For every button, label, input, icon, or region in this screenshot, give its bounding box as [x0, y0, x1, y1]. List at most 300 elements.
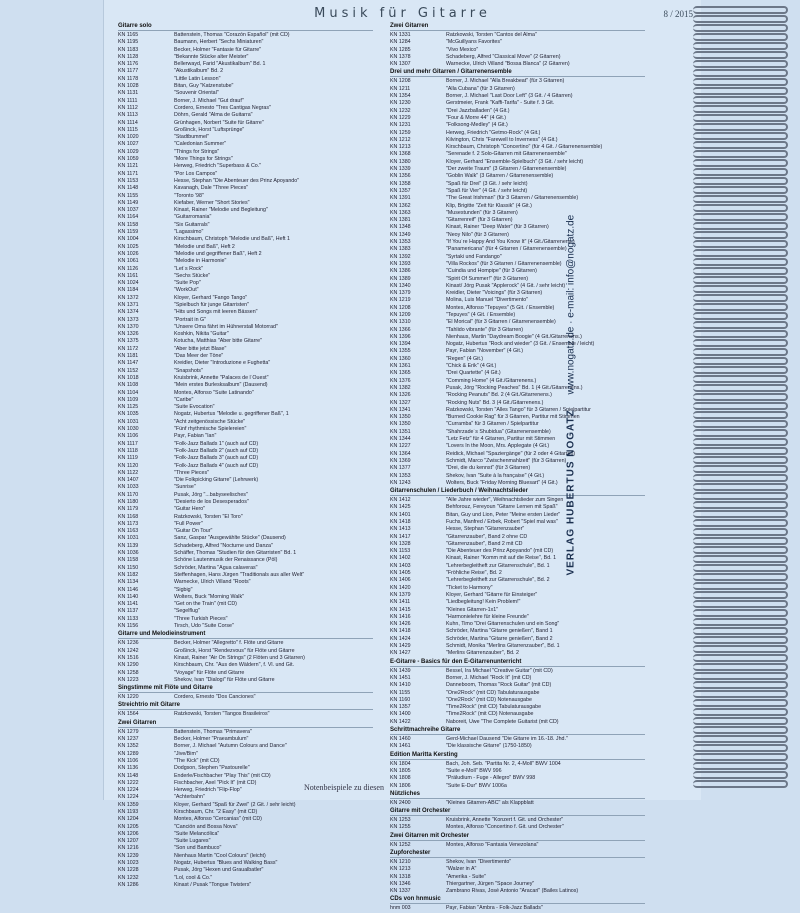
catalog-number: KN 1253 — [390, 817, 411, 824]
catalog-number: KN 1118 — [118, 447, 138, 454]
catalog-number: KN 1383 — [390, 246, 411, 253]
catalog-title: Wolters, Buck "Friday Morning Bluesart" (4 Git.) — [446, 479, 558, 486]
catalog-number: KN 1149 — [118, 199, 139, 206]
spiral-coil — [693, 564, 788, 572]
section-heading: Streichtrio mit Gitarre — [118, 701, 373, 710]
catalog-title: "Neoy Nilo" (für 3 Gitarren) — [446, 231, 509, 238]
catalog-title: "Fröhliche Reise", Bd. 2 — [446, 570, 502, 577]
catalog-title: "Guitar On Tour" — [174, 528, 213, 535]
catalog-entry — [390, 458, 645, 465]
catalog-entry — [118, 411, 373, 418]
catalog-number: KN 1208 — [390, 78, 411, 85]
catalog-title: "Lol, cool & Co." — [174, 874, 213, 881]
catalog-title: "Por Los Campos" — [174, 170, 218, 177]
catalog-number: KN 1286 — [118, 881, 139, 888]
catalog-title: Pusak, Jörg "...babyseelisches" — [174, 491, 248, 498]
catalog-entry — [118, 765, 373, 772]
catalog-title: "Tahlido vibrante" (für 3 Gitarren) — [446, 326, 524, 333]
catalog-number: KN 1128 — [118, 53, 139, 60]
catalog-entry — [118, 838, 373, 845]
catalog-number: KN 1417 — [390, 533, 411, 540]
catalog-number: KN 1403 — [390, 562, 411, 569]
catalog-entry — [118, 579, 373, 586]
catalog-number: KN 1378 — [390, 53, 411, 60]
catalog-number: KN 1178 — [118, 75, 139, 82]
catalog-entry — [118, 54, 373, 61]
catalog-title: "Der zweite Traum" (3 Gitarren / Gitarrenensemble) — [446, 166, 567, 173]
catalog-title: Cordero, Ernesto "Dos Canciones" — [174, 694, 256, 701]
catalog-entry — [390, 224, 645, 231]
catalog-entry — [118, 200, 373, 207]
catalog-entry — [118, 251, 373, 258]
catalog-number: KN 1134 — [118, 579, 139, 586]
catalog-entry — [118, 860, 373, 867]
catalog-number: hnm 003 — [390, 905, 411, 912]
catalog-entry — [118, 655, 373, 662]
catalog-title: Borner, J. Michael "Alla Breakbeat" (für 3 Gitarren) — [446, 78, 565, 85]
catalog-entry — [118, 214, 373, 221]
catalog-title: Nogatz, Hubertus "Blues and Walking Bass" — [174, 860, 278, 867]
spiral-coil — [693, 384, 788, 392]
catalog-entry — [390, 341, 645, 348]
catalog-number: KN 1369 — [390, 457, 411, 464]
catalog-title: "Gitarrenzauber", Band 2 mit CD — [446, 540, 523, 547]
catalog-title: "Regen" (4 Git.) — [446, 355, 484, 362]
catalog-number: KN 1153 — [118, 177, 139, 184]
catalog-number: KN 1182 — [118, 571, 139, 578]
catalog-title: "Achterbahn" — [174, 794, 205, 801]
catalog-title: "El Morical" (für 3 Gitarren / Gitarrenensemble) — [446, 319, 556, 326]
catalog-title: "Folk-Jazz Ballads 2" (auch auf CD) — [174, 447, 259, 454]
catalog-number: KN 1360 — [390, 355, 411, 362]
catalog-title: Kruisbrink, Annette "Konzert f. Git. und Orchester" — [446, 817, 564, 824]
catalog-entry — [390, 682, 645, 689]
catalog-number: KN 1231 — [390, 122, 411, 129]
catalog-entry — [390, 93, 645, 100]
catalog-entry — [390, 421, 645, 428]
spiral-coil — [693, 582, 788, 590]
catalog-entry — [118, 280, 373, 287]
catalog-title: Reidick, Michael "Spaziergänge" (für 2 oder 4 Gitarren) — [446, 450, 576, 457]
catalog-number: KN 1208 — [390, 304, 411, 311]
catalog-entry — [118, 141, 373, 148]
catalog-number: KN 1211 — [390, 85, 411, 92]
catalog-number: KN 1382 — [390, 384, 411, 391]
catalog-number: KN 1122 — [118, 469, 139, 476]
catalog-title: Schadeberg, Alfred "Nocturne und Danza" — [174, 542, 273, 549]
catalog-entry — [390, 607, 645, 614]
section-heading: Zwei Gitarren mit Orchester — [390, 832, 645, 841]
catalog-entry — [390, 232, 645, 239]
catalog-title: Schröder, Martina "Gitarre genießen", Band 2 — [446, 635, 553, 642]
catalog-title: Kirschbaum, Christoph "Concertino" (für 4 Git. / Gitarrenensemble) — [446, 144, 603, 151]
catalog-number: KN 1237 — [118, 736, 139, 743]
catalog-entry — [118, 743, 373, 750]
catalog-entry — [390, 370, 645, 377]
catalog-title: Ratzkowski, Torsten "Alles Tango" für 3 Gitarren / Spielpartitur — [446, 406, 591, 413]
catalog-title: Bessel, Ira Michael "Creative Guitar" (mit CD) — [446, 667, 553, 674]
catalog-title: Kloyer, Gerhard "Fango Tango" — [174, 294, 248, 301]
spiral-coil — [693, 231, 788, 239]
spiral-coil — [693, 744, 788, 752]
catalog-entry — [118, 875, 373, 882]
catalog-entry — [390, 874, 645, 881]
catalog-number: KN 1357 — [390, 187, 411, 194]
catalog-entry — [118, 499, 373, 506]
catalog-number: KN 1193 — [118, 808, 139, 815]
catalog-number: KN 1412 — [390, 497, 411, 504]
catalog-title: Battenstein, Thomas "Corazón Español" (mit CD) — [174, 32, 290, 38]
catalog-number: KN 1160 — [390, 696, 411, 703]
catalog-entry — [118, 528, 373, 535]
catalog-number: KN 1380 — [390, 158, 411, 165]
catalog-title: "Lehrerbegleitheft zur Gitarrenschule", Bd. 1 — [446, 562, 550, 569]
catalog-entry — [118, 134, 373, 141]
catalog-entry — [118, 382, 373, 389]
catalog-entry — [390, 181, 645, 188]
catalog-number: KN 1364 — [390, 450, 411, 457]
catalog-entry — [118, 222, 373, 229]
spiral-coil — [693, 195, 788, 203]
spiral-coil — [693, 645, 788, 653]
catalog-entry — [118, 831, 373, 838]
catalog-entry — [390, 246, 645, 253]
catalog-title: Zambrano Rivas, José Antonio "Aracari" (Bailes Latinos) — [446, 888, 579, 895]
spiral-coil — [693, 483, 788, 491]
section-heading: E-Gitarre - Basics für den E-Gitarrenunterricht — [390, 658, 645, 667]
catalog-number: KN 1373 — [118, 316, 139, 323]
catalog-entry — [390, 348, 645, 355]
catalog-title: "Suite E-Dur" BWV 1006a — [446, 782, 507, 789]
catalog-entry — [390, 392, 645, 399]
catalog-number: KN 1147 — [118, 360, 139, 367]
catalog-title: "Villa Rockos" (für 3 Gitarren / Gitarrenensemble) — [446, 260, 562, 267]
catalog-title: "Drei Jazzballaden" (4 Git.) — [446, 107, 510, 114]
catalog-number: KN 1352 — [118, 743, 139, 750]
catalog-number: KN 1379 — [390, 290, 411, 297]
catalog-title: "Guitar Hero" — [174, 506, 206, 513]
catalog-entry — [390, 711, 645, 718]
catalog-entry — [118, 295, 373, 302]
catalog-title: "Lehrerbegleitheft zur Gitarrenschule", Bd. 2 — [446, 577, 550, 584]
catalog-entry — [118, 426, 373, 433]
catalog-number: KN 1108 — [118, 382, 139, 389]
catalog-entry — [390, 905, 645, 912]
catalog-title: "Sechs Stücke" — [174, 272, 211, 279]
catalog-title: Behforouz, Fereyoun "Gitarre Lernen mit Spaß" — [446, 504, 558, 511]
catalog-entry — [390, 563, 645, 570]
catalog-entry — [118, 156, 373, 163]
catalog-title: Warnecke, Ulrich Villand "Roots" — [174, 579, 251, 586]
catalog-title: Borner, J. Michael "Gut drauf" — [174, 97, 244, 104]
catalog-entry — [390, 188, 645, 195]
catalog-title: "Folksong-Medley" (4 Git.) — [446, 122, 508, 129]
right-column — [390, 22, 645, 913]
catalog-number: KN 1357 — [390, 704, 411, 711]
catalog-entry — [390, 159, 645, 166]
catalog-entry — [118, 751, 373, 758]
spiral-coil — [693, 222, 788, 230]
catalog-title: "More Things for Strings" — [174, 156, 233, 163]
catalog-title: Kreidler, Dieter "Introduzione e Fughetta" — [174, 360, 271, 367]
spiral-coil — [693, 501, 788, 509]
catalog-entry — [390, 650, 645, 657]
catalog-number: KN 1222 — [118, 779, 139, 786]
catalog-title: Nienhaus, Martin "Daydream Boogie" (4 Git./Gitarrenens.) — [446, 333, 582, 340]
catalog-entry — [118, 171, 373, 178]
catalog-entry — [118, 47, 373, 54]
catalog-entry — [390, 690, 645, 697]
catalog-number: KN 1229 — [390, 114, 411, 121]
catalog-entry — [390, 614, 645, 621]
catalog-entry — [390, 768, 645, 775]
catalog-number: KN 1227 — [390, 443, 411, 450]
catalog-number: KN 1176 — [118, 61, 139, 68]
spiral-coil — [693, 573, 788, 581]
catalog-number: KN 1368 — [390, 151, 411, 158]
catalog-number: KN 1259 — [390, 129, 411, 136]
catalog-entry — [390, 130, 645, 137]
catalog-title: "One2Rock" (mit CD) Tabulaturausgabe — [446, 689, 540, 696]
catalog-number: KN 1114 — [118, 119, 138, 126]
spiral-coil — [693, 717, 788, 725]
catalog-title: Kiefaber, Werner "Short Stories" — [174, 199, 250, 206]
catalog-number: KN 1180 — [118, 499, 139, 505]
catalog-number: KN 1418 — [390, 628, 411, 635]
catalog-entry — [118, 266, 373, 273]
catalog-entry — [390, 385, 645, 392]
catalog-entry — [390, 888, 645, 895]
catalog-entry — [118, 477, 373, 484]
catalog-entry — [390, 268, 645, 275]
catalog-entry — [390, 599, 645, 606]
catalog-title: "Burned Cookie Rag" für 3 Gitarren, Partitur mit Stimmen — [446, 414, 580, 421]
catalog-title: Kruisbrink, Annette "Palaces de l´Ouest" — [174, 374, 269, 381]
section-heading: Zwei Gitarren — [118, 719, 373, 728]
catalog-entry — [390, 297, 645, 304]
catalog-title: Schöne Lautenmusik der Renaissance (Pöl) — [174, 557, 278, 564]
catalog-entry — [118, 287, 373, 294]
catalog-number: KN 1109 — [118, 396, 139, 403]
catalog-title: Kotucha, Matthias "Aber bitte Gitarre" — [174, 338, 262, 345]
catalog-title: "Four & Morre 44" (4 Git.) — [446, 114, 506, 121]
catalog-title: Kirschbaum, Chr. "2 Easy" (mit CD) — [174, 808, 258, 815]
catalog-number: KN 1351 — [390, 428, 411, 435]
catalog-title: Montes, Alfonso "Fantasia Venezolana" — [446, 841, 539, 848]
catalog-title: Schadeberg, Alfred "Classical Move" (2 Gitarren) — [446, 53, 561, 60]
catalog-number: KN 1806 — [390, 782, 411, 789]
catalog-entry — [390, 78, 645, 85]
catalog-number: KN 1161 — [118, 272, 139, 279]
catalog-entry — [390, 881, 645, 888]
catalog-title: "Folk-Jazz Ballads 4" (auch auf CD) — [174, 462, 259, 469]
page-title: Musik für Gitarre — [314, 6, 491, 21]
section-heading: Gitarre solo — [118, 22, 373, 31]
catalog-entry — [390, 436, 645, 443]
catalog-number: KN 1413 — [390, 526, 411, 533]
catalog-title: Shekov, Ivan "Suite à la française" (4 Git.) — [446, 472, 545, 479]
catalog-number: KN 1407 — [118, 477, 139, 484]
catalog-number: KN 1242 — [118, 647, 139, 654]
catalog-title: Warnecke, Ulrich Villand "Bossa Blanca" (2 Gitarren) — [446, 61, 570, 68]
catalog-title: "Aber bitte jetzt Blase" — [174, 345, 227, 352]
catalog-number: KN 1415 — [390, 606, 411, 613]
catalog-number: KN 1137 — [118, 608, 139, 615]
spiral-coil — [693, 159, 788, 167]
spiral-coil — [693, 735, 788, 743]
catalog-entry — [390, 39, 645, 46]
catalog-number: KN 1148 — [118, 772, 139, 779]
catalog-title: "Serenade f. 2 Solo-Gitarren mit Gitarrenensemble" — [446, 151, 567, 158]
catalog-title: "Drei Quartette" (4 Git.) — [446, 370, 501, 377]
catalog-entry — [118, 207, 373, 214]
spiral-coil — [693, 708, 788, 716]
catalog-entry — [118, 484, 373, 491]
catalog-entry — [390, 824, 645, 831]
catalog-entry — [118, 120, 373, 127]
catalog-entry — [390, 465, 645, 472]
catalog-entry — [390, 519, 645, 526]
spiral-coil — [693, 375, 788, 383]
catalog-title: Shekov, Ivan "Dialogi" für Flöte und Gitarre — [174, 676, 275, 683]
catalog-entry — [390, 305, 645, 312]
spiral-coil — [693, 348, 788, 356]
catalog-title: Herweg, Friedrich "Superbass & Co." — [174, 163, 262, 170]
catalog-entry — [390, 443, 645, 450]
catalog-entry — [390, 451, 645, 458]
catalog-number: KN 1805 — [390, 767, 411, 774]
spiral-coil — [693, 663, 788, 671]
catalog-number: KN 1353 — [390, 239, 411, 246]
spiral-coil — [693, 249, 788, 257]
catalog-entry — [118, 736, 373, 743]
catalog-title: Sanz, Gaspar "Ausgewählte Stücke" (Dausend) — [174, 535, 286, 542]
spiral-coil — [693, 15, 788, 23]
spiral-coil — [693, 528, 788, 536]
catalog-number: KN 1033 — [118, 484, 139, 491]
catalog-title: "Stadtbummel" — [174, 134, 209, 141]
catalog-title: Borner, J. Michael "Rock It" (mit CD) — [446, 674, 532, 681]
catalog-number: KN 1239 — [118, 852, 139, 859]
catalog-number: KN 1061 — [118, 258, 139, 265]
catalog-entry — [118, 185, 373, 192]
spiral-coil — [693, 51, 788, 59]
catalog-title: "Six Guitarrals" — [174, 221, 210, 228]
catalog-number: KN 1117 — [118, 440, 138, 447]
section-heading: Singstimme mit Flöte und Gitarre — [118, 684, 373, 693]
catalog-title: Battenstein, Thomas "Primavera" — [174, 728, 252, 735]
catalog-number: KN 1318 — [390, 873, 411, 880]
catalog-title: "Gitarrenzauber", Band 2 ohne CD — [446, 533, 528, 540]
catalog-number: KN 1420 — [390, 584, 411, 591]
catalog-entry — [118, 463, 373, 470]
spiral-coil — [693, 555, 788, 563]
catalog-title: Klip, Brigitte "Zeit für Klassik" (4 Git.) — [446, 202, 532, 209]
catalog-title: "Full Power" — [174, 520, 203, 527]
catalog-title: Grünhagen, Norbert "Suite für Gitarre" — [174, 119, 264, 126]
catalog-number: KN 1209 — [390, 311, 411, 318]
catalog-number: KN 1396 — [390, 333, 411, 340]
catalog-number: KN 1411 — [390, 599, 411, 606]
catalog-title: Bach, Joh. Seb. "Partita Nr. 2, 4-Moll" BWV 1004 — [446, 760, 561, 767]
catalog-number: KN 1205 — [118, 823, 139, 830]
catalog-entry — [118, 244, 373, 251]
catalog-entry — [390, 217, 645, 224]
catalog-title: Herweg, Friedrich "Flip-Flop" — [174, 787, 242, 794]
section-heading: Gitarre und Melodieinstrument — [118, 630, 373, 639]
catalog-entry — [390, 100, 645, 107]
catalog-number: KN 1219 — [390, 297, 411, 304]
catalog-title: "Get on the Train" (mit CD) — [174, 601, 237, 608]
spiral-coil — [693, 204, 788, 212]
catalog-number: KN 1386 — [390, 268, 411, 275]
catalog-entry — [390, 108, 645, 115]
catalog-title: "If You´re Happy And You Know It" (4 Git./Gitarrenens.) — [446, 239, 575, 246]
spiral-coil — [693, 771, 788, 779]
catalog-number: KN 1377 — [390, 465, 411, 472]
spiral-coil — [693, 465, 788, 473]
catalog-entry — [118, 302, 373, 309]
spiral-coil — [693, 330, 788, 338]
catalog-title: "Goblin Walk" (3 Gitarren / Gitarrenensemble) — [446, 173, 554, 180]
spiral-coil — [693, 366, 788, 374]
issue-date: 8 / 2015 — [663, 9, 693, 19]
catalog-entry — [390, 697, 645, 704]
catalog-title: "Syrtaki und Fandango" — [446, 253, 502, 260]
catalog-number: KN 1195 — [118, 39, 139, 46]
catalog-entry — [390, 407, 645, 414]
catalog-entry — [390, 526, 645, 533]
spiral-coil — [693, 78, 788, 86]
catalog-number: KN 1228 — [118, 867, 139, 874]
catalog-number: KN 1461 — [390, 743, 411, 750]
spiral-coil — [693, 600, 788, 608]
spiral-coil — [693, 213, 788, 221]
catalog-number: KN 1133 — [118, 615, 139, 622]
catalog-entry — [118, 61, 373, 68]
catalog-number: KN 1164 — [118, 214, 139, 221]
catalog-title: "Hits und Songs mit leeren Bässen" — [174, 309, 258, 316]
catalog-number: KN 1424 — [390, 635, 411, 642]
section-heading: Zwei Gitarren — [390, 22, 645, 31]
spiral-coil — [693, 141, 788, 149]
catalog-entry — [118, 258, 373, 265]
catalog-entry — [390, 144, 645, 151]
catalog-title: Gerstmeier, Frank "Kaffi-Tarifa" - Suite f. 3 Git. — [446, 100, 555, 107]
catalog-number: KN 1258 — [118, 669, 139, 676]
catalog-entry — [118, 514, 373, 521]
catalog-number: KN 1232 — [390, 107, 411, 114]
spiral-coil — [693, 411, 788, 419]
catalog-title: Großinck, Horst "Luftsprünge" — [174, 126, 245, 133]
catalog-page — [103, 0, 701, 912]
spiral-coil — [693, 303, 788, 311]
catalog-title: Thiergartner, Jürgen "Space Journey" — [446, 880, 535, 887]
catalog-number: KN 1120 — [118, 462, 139, 469]
catalog-title: "Suite Evocation" — [174, 404, 215, 411]
catalog-number: KN 1224 — [118, 794, 139, 801]
catalog-title: "Kleines Gitarren-ABC" als Klappblatt — [446, 799, 534, 806]
catalog-number: KN 1236 — [118, 640, 139, 647]
catalog-number: KN 1150 — [118, 564, 139, 571]
catalog-entry — [118, 353, 373, 360]
catalog-title: "Spaß für Drei" (3 Git. / sehr leicht) — [446, 180, 528, 187]
catalog-number: KN 1131 — [118, 90, 139, 97]
catalog-number: KN 1365 — [390, 370, 411, 377]
catalog-entry — [390, 61, 645, 68]
catalog-title: "Caledonian Summer" — [174, 141, 227, 148]
catalog-title: "Let´s Rock" — [174, 265, 204, 272]
